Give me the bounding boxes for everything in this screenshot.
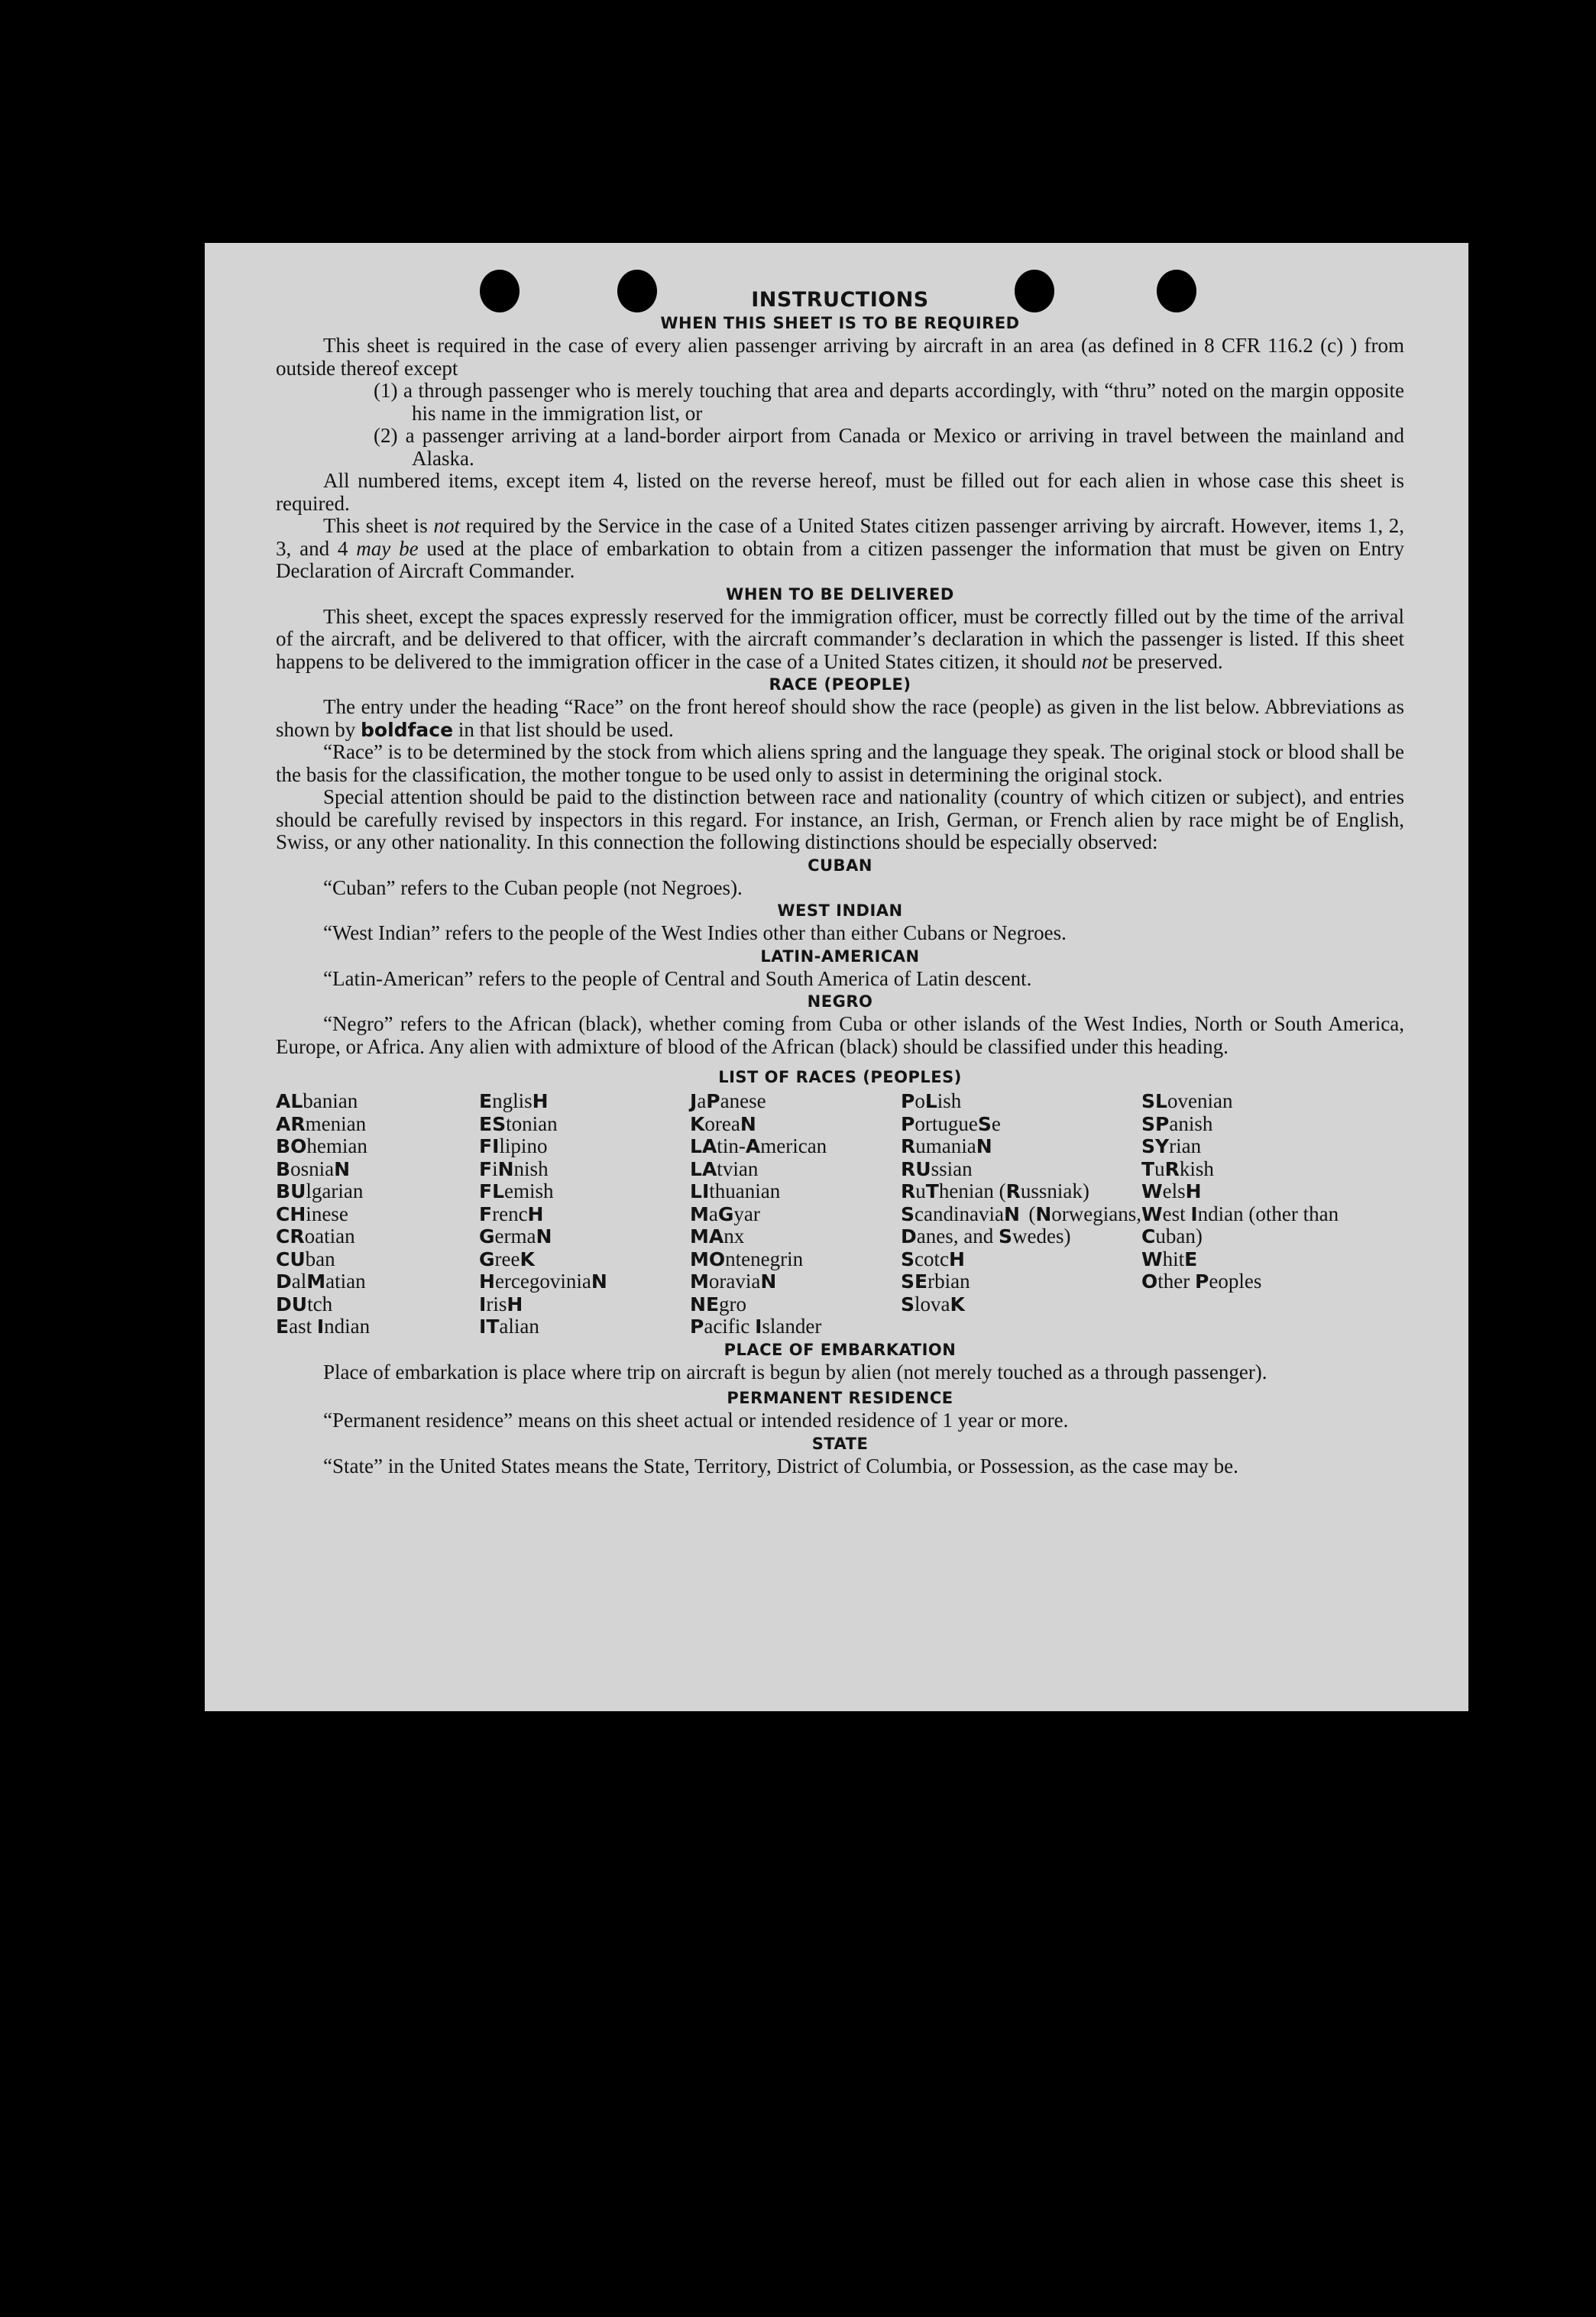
paragraph: This sheet, except the spaces expressly reserved for the immigration officer, must be correctly filled out by the time of the arrival of the aircraft, and be delivered to that officer, with the aircraft commander’s declaration in which the passenger is listed. If this sheet happens to be delivered to the immigration officer in the case of a United States citizen, it should not be preserved. [276,604,1404,673]
paragraph: All numbered items, except item 4, listed on the reverse hereof, must be filled out for each alien in whose case this sheet is required. [276,469,1404,515]
race-entry: SlovaK [901,1292,965,1315]
races-column [276,1090,479,1338]
race-entry: FiNnish [479,1157,549,1180]
race-entry: WelsH [1141,1180,1202,1202]
race-entry: SLovenian [1141,1089,1233,1112]
paragraph: “Latin-American” refers to the people of Central and South America of Latin descent. [323,966,1032,990]
race-entry: FIlipino [479,1134,548,1157]
races-list [276,1090,1404,1338]
race-entry: East Indian [276,1315,371,1338]
section-heading-cuban: CUBAN [808,856,872,875]
race-entry: BOhemian [276,1134,367,1157]
race-entry: PoLish [901,1089,962,1112]
race-entry: MOntenegrin [690,1247,804,1270]
races-column [479,1090,690,1338]
section-heading-negro: NEGRO [807,992,873,1011]
race-entry: PortugueSe [901,1112,1001,1135]
race-entry: BosniaN [276,1157,351,1180]
paragraph: “Cuban” refers to the Cuban people (not Negroes). [323,875,743,899]
race-entry: EStonian [479,1112,558,1135]
race-entry: MaGyar [690,1202,760,1225]
race-entry: SPanish [1141,1112,1213,1135]
race-entry: RuThenian (Russniak) [901,1180,1089,1202]
race-entry: FrencH [479,1202,544,1225]
section-heading-list-of-races: LIST OF RACES (PEOPLES) [718,1068,962,1086]
paragraph: Place of embarkation is place where trip on aircraft is begun by alien (not merely touched as a through passenger). [323,1360,1267,1383]
race-entry: LAtvian [690,1157,759,1180]
race-entry: BUlgarian [276,1180,364,1202]
paragraph: “Negro” refers to the African (black), whether coming from Cuba or other islands of the West Indies, North or South America, Europe, or Africa. Any alien with admixture of blood of the African (black) should be classified under this heading. [276,1012,1404,1058]
race-entry: ARmenian [276,1112,367,1135]
races-column [690,1090,901,1338]
list-item: (1) a through passenger who is merely touching that area and departs accordingly, with “thru” noted on the margin opposite his name in the immigration list, or [374,379,1404,425]
paragraph: This sheet is required in the case of every alien passenger arriving by aircraft in an area (as defined in 8 CFR 116.2 (c) ) from outside thereof except [276,334,1404,380]
paragraph: “Race” is to be determined by the stock from which aliens spring and the language they speak. The original stock or blood shall be the basis for the classification, the mother tongue to be used only to assist in determining the original stock. [276,740,1404,786]
race-entry: Pacific Islander [690,1315,822,1338]
race-entry: GermaN [479,1225,552,1247]
race-entry: TuRkish [1141,1157,1214,1180]
race-entry: ScandinaviaN (Norwegians, Danes, and Swedes) [901,1202,1141,1247]
race-entry: CHinese [276,1202,348,1225]
race-entry: EnglisH [479,1089,549,1112]
race-entry: MAnx [690,1225,745,1247]
paragraph: This sheet is not required by the Service in the case of a United States citizen passenger arriving by aircraft. However, items 1, 2, 3, and 4 may be used at the place of embarkation to obtain from a citizen passenger the information that must be given on Entry Declaration of Aircraft Commander. [276,514,1405,582]
race-entry: NEgro [690,1292,747,1315]
race-entry: GreeK [479,1247,535,1270]
section-heading-west-indian: WEST INDIAN [777,901,903,920]
race-entry: ITalian [479,1315,539,1338]
race-entry: LIthuanian [690,1180,781,1202]
race-entry: RumaniaN [901,1134,992,1157]
race-entry: HercegoviniaN [479,1270,607,1293]
paragraph: “State” in the United States means the State, Territory, District of Columbia, or Possession, as the case may be. [323,1454,1238,1477]
race-entry: CRoatian [276,1225,355,1247]
races-column [1141,1090,1371,1338]
race-entry: SYrian [1141,1134,1202,1157]
page-title: INSTRUCTIONS [751,288,929,312]
race-entry: JaPanese [690,1089,766,1112]
race-entry: CUban [276,1247,335,1270]
race-entry: Other Peoples [1141,1270,1262,1293]
race-entry: ScotcH [901,1247,965,1270]
paragraph: “West Indian” refers to the people of the West Indies other than either Cubans or Negroes. [323,921,1067,944]
race-entry: ALbanian [276,1089,358,1112]
race-entry: SErbian [901,1270,970,1293]
section-heading-state: STATE [811,1434,869,1453]
races-column [901,1090,1141,1338]
race-entry: WhitE [1141,1247,1198,1270]
section-heading-race: RACE (PEOPLE) [769,675,911,694]
instruction-sheet [205,243,1468,1711]
race-entry: DalMatian [276,1270,366,1293]
section-heading-when-delivered: WHEN TO BE DELIVERED [726,584,954,604]
race-entry: MoraviaN [690,1270,777,1293]
paragraph: Special attention should be paid to the distinction between race and nationality (country of which citizen or subject), and entries should be carefully revised by inspectors in this regard. For instance, an Irish, German, or French alien by race might be of English, Swiss, or any other nationality. In this connection the following distinctions should be especially observed: [276,785,1404,853]
race-entry: KoreaN [690,1112,756,1135]
list-item: (2) a passenger arriving at a land-border airport from Canada or Mexico or arriving in travel between the mainland and Alaska. [374,424,1404,470]
section-heading-residence: PERMANENT RESIDENCE [727,1389,953,1407]
sheet-content [276,289,1404,1477]
race-entry: FLemish [479,1180,554,1202]
race-entry: DUtch [276,1292,333,1315]
section-heading-embarkation: PLACE OF EMBARKATION [724,1340,957,1359]
section-heading-when-required: WHEN THIS SHEET IS TO BE REQUIRED [660,314,1020,332]
paragraph: “Permanent residence” means on this sheet actual or intended residence of 1 year or more. [323,1409,1069,1432]
section-heading-latin-american: LATIN-AMERICAN [760,947,920,966]
race-entry: LAtin-American [690,1134,827,1157]
race-entry: IrisH [479,1292,523,1315]
race-entry: West Indian (other than Cuban) [1141,1202,1339,1247]
paragraph: The entry under the heading “Race” on the front hereof should show the race (people) as given in the list below. Abbreviations as shown by boldface in that list should be used. [276,695,1404,741]
race-entry: RUssian [901,1157,973,1180]
